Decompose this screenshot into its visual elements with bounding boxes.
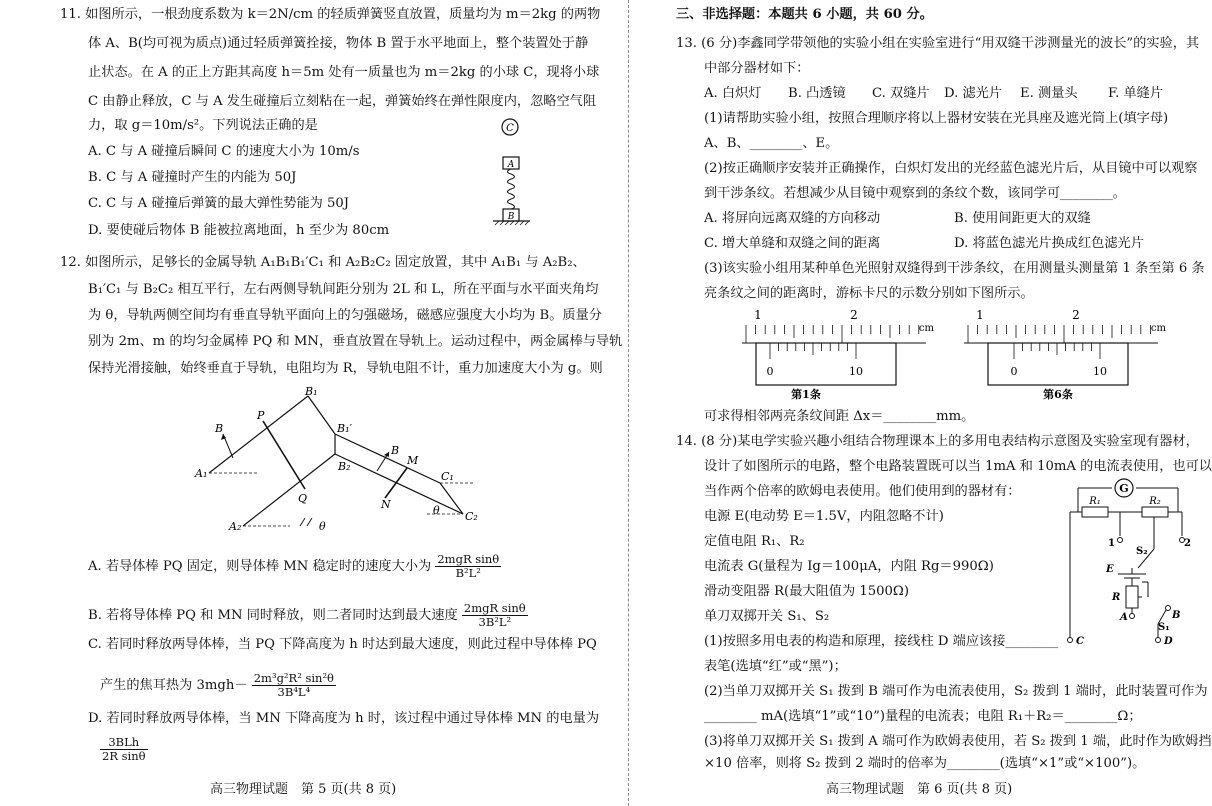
q11-line2: 体 A、B(均可视为质点)通过轻质弹簧拴接，物体 B 置于水平地面上，整个装置处于静	[88, 36, 589, 51]
svg-text:P: P	[257, 409, 265, 422]
svg-text:E: E	[1106, 564, 1114, 575]
rail-b2c2	[335, 454, 463, 514]
q13-sub4: 可求得相邻两亮条纹间距 Δx＝________mm。	[704, 409, 975, 424]
q14-sub2: (2)当单刀双掷开关 S₁ 拨到 B 端可作为电流表使用，S₂ 拨到 1 端时，此时装置可作为	[704, 684, 1208, 699]
svg-text:B: B	[1172, 610, 1181, 621]
q14-sub2-b: ________ mA(选填“1”或“10”)量程的电流表；电阻 R₁＋R₂＝________Ω；	[704, 709, 1142, 724]
svg-text:θ: θ	[319, 520, 326, 533]
svg-text:D: D	[1164, 636, 1173, 647]
q14-equip2: 定值电阻 R₁、R₂	[704, 534, 805, 549]
rail-c1c2	[440, 483, 463, 514]
svg-text:G: G	[1119, 482, 1129, 495]
right-page: 三、非选择题：本题共 6 小题，共 60 分。 13. (6 分)李鑫同学带领他的实验小组在实验室进行“用双缝干涉测量光的波长”的实验，其 中部分器材如下： A. 白炽灯 B. 凸透镜 C. 双缝片 D. 滤光片 E. 测量头 F. 单缝片 (1)请帮助实验小组，按照合理顺序将以上器材安装在光具座及遮光筒上(填字母) A、B、________、E。 (2)按正确顺序安装并正确操作，白炽灯发出的光经蓝色滤光片后，从目镜中可以观察 到干涉条纹。若想减少从目镜中观察到的条纹个数，该同学可________。 A. 将屏向远离双缝的方向移动 B. 使用间距更大的双缝 C. 增大单缝和双缝之间的距离 D. 将蓝色滤光片换成红色滤光片 (3)该实验小组用某种单色光照射双缝得到干涉条纹，在用测量头测量第 1 条至第 6 条 亮条纹之间的距离时，游标卡尺的示数分别如下图所示。 1 2 cm 0 10 第1条 1 2 cm 0 10 第6条 可求得相邻两亮条纹间距 Δx＝________mm。 14. (8 分)某电学实验兴趣小组结合物理课本上的多用电表结构示意图及实验室现有器材， 设计了如图所示的电路，整个电路装置既可以当 1mA 和 10mA 的电流表使用，也可以 当作两个倍率的欧姆电表使用。他们使用到的器材有： 电源 E(电动势 E＝1.5V，内阻忽略不计) 定值电阻 R₁、R₂ 电流表 G(量程为 Ig＝100μA，内阻 Rg＝990Ω) 滑动变阻器 R(最大阻值为 1500Ω) 单刀双掷开关 S₁、S₂ (1)按照多用电表的构造和原理，接线柱 D 端应该接________ 表笔(选填“红”或“黑”)； (2)当单刀双掷开关 S₁ 拨到 B 端可作为电流表使用，S₂ 拨到 1 端时，此时装置可作为 ________ mA(选填“1”或“10”)量程的电流表；电阻 R₁＋R₂＝________Ω； (3)将单刀双掷开关 S₁ 拨到 A 端可作为欧姆表使用，若 S₂ 拨到 1 端，此时作为欧姆挡 ×10 倍率，则将 S₂ 拨到 2 端时的倍率为________(选填“×1”或“×100”)。 G R₁ R₂ 1 2 S₂ E R A B S₁ C D 高三物理试题 第 6 页(共 8 页)	[676, 7, 1212, 797]
q12-line4: 别为 2m、m 的均匀金属棒 PQ 和 MN，垂直放置在导轨上。运动过程中，两金属棒与导轨	[88, 334, 623, 349]
q13-option-b: B. 使用间距更大的双缝	[954, 211, 1091, 226]
svg-text:2: 2	[1184, 538, 1191, 549]
q11-option-b: B. C 与 A 碰撞时产生的内能为 50J	[88, 170, 297, 185]
svg-text:2: 2	[1072, 308, 1080, 322]
q11-line1: 11. 如图所示，一根劲度系数为 k＝2N/cm 的轻质弹簧竖直放置，质量均为 m＝2kg 的两物	[60, 7, 601, 22]
q12-option-c-line2: 产生的焦耳热为 3mgh－ $\frac{\text{2m³g²R² sin²θ}}{\text{3B⁴L⁴}}$	[100, 671, 334, 699]
q12-line1: 12. 如图所示，足够长的金属导轨 A₁B₁B₁′C₁ 和 A₂B₂C₂ 固定放置，其中 A₁B₁ 与 A₂B₂、	[60, 255, 586, 270]
q14-line1: 14. (8 分)某电学实验兴趣小组结合物理课本上的多用电表结构示意图及实验室现有器材，	[676, 434, 1199, 449]
svg-text:cm: cm	[1150, 323, 1166, 334]
svg-text:R₁: R₁	[1089, 496, 1101, 507]
svg-text:B₁′: B₁′	[337, 422, 352, 435]
svg-text:S₁: S₁	[1158, 622, 1170, 633]
label-b: B	[507, 212, 515, 222]
svg-text:B₁: B₁	[305, 385, 318, 398]
right-footer: 高三物理试题 第 6 页(共 8 页)	[826, 782, 1013, 797]
q12-option-d-line2: $\frac{\text{3BLh}}{\text{2R sinθ}}$	[102, 735, 146, 763]
svg-text:B₂: B₂	[338, 460, 351, 473]
svg-text:θ: θ	[433, 504, 440, 517]
svg-text:N: N	[381, 498, 391, 511]
q14-sub1: (1)按照多用电表的构造和原理，接线柱 D 端应该接________	[704, 634, 1059, 649]
q11-line5: 力，取 g＝10m/s²。下列说法正确的是	[88, 118, 318, 133]
svg-text:cm: cm	[918, 323, 934, 334]
rail-b1b1p	[308, 396, 335, 434]
svg-text:S₂: S₂	[1136, 546, 1148, 557]
q13-line1: 13. (6 分)李鑫同学带领他的实验小组在实验室进行“用双缝干涉测量光的波长”的实验，其	[676, 36, 1200, 51]
svg-text:B: B	[215, 422, 224, 435]
svg-text:0: 0	[766, 365, 774, 378]
q13-sub2: (2)按正确顺序安装并正确操作，白炽灯发出的光经蓝色滤光片后，从目镜中可以观察	[704, 161, 1198, 176]
q14-equip4: 滑动变阻器 R(最大阻值为 1500Ω)	[704, 584, 909, 599]
q13-sub1: (1)请帮助实验小组，按照合理顺序将以上器材安装在光具座及遮光筒上(填字母)	[704, 111, 1169, 126]
rail-a1b1	[209, 396, 308, 473]
svg-text:C₂: C₂	[465, 510, 478, 523]
section-heading: 三、非选择题：本题共 6 小题，共 60 分。	[676, 7, 933, 22]
spring	[508, 169, 515, 209]
spring-figure	[490, 112, 560, 228]
rod-mn	[385, 468, 407, 498]
q14-equip3: 电流表 G(量程为 Ig＝100μA，内阻 Rg＝990Ω)	[704, 559, 994, 574]
left-page	[60, 0, 623, 806]
svg-text:M: M	[407, 454, 419, 467]
rail-b1pc1	[335, 434, 440, 483]
q12-option-c-line1: C. 若同时释放两导体棒，当 PQ 下降高度为 h 时达到最大速度，则此过程中导体棒 PQ	[88, 637, 597, 652]
svg-text:1: 1	[1108, 538, 1115, 549]
q14-line3: 当作两个倍率的欧姆电表使用。他们使用到的器材有：	[704, 484, 1021, 499]
q12-line2: B₁′C₁ 与 B₂C₂ 相互平行，左右两侧导轨间距分别为 2L 和 L，所在平面与水平面夹角均	[88, 282, 599, 297]
caliper-2	[958, 305, 1168, 401]
svg-text:1: 1	[754, 308, 762, 322]
q12-line5: 保持光滑接触，始终垂直于导轨，电阻均为 R，导轨电阻不计，重力加速度大小为 g。则	[88, 361, 603, 376]
page-divider	[628, 0, 630, 806]
svg-text:A₁: A₁	[195, 467, 208, 480]
svg-text:Q: Q	[298, 492, 308, 505]
q13-sub1-answer: A、B、________、E。	[704, 136, 839, 151]
q14-equip5: 单刀双掷开关 S₁、S₂	[704, 609, 830, 624]
svg-text:C: C	[1076, 636, 1084, 647]
rail-figure	[195, 386, 525, 534]
q14-sub3: (3)将单刀双掷开关 S₁ 拨到 A 端可作为欧姆表使用，若 S₂ 拨到 1 端，此时作为欧姆挡	[704, 734, 1212, 749]
rod-pq	[263, 421, 305, 489]
svg-text:A: A	[1120, 612, 1128, 623]
svg-text:10: 10	[849, 365, 863, 378]
svg-text:10: 10	[1093, 365, 1107, 378]
q11-option-a: A. C 与 A 碰撞后瞬间 C 的速度大小为 10m/s	[88, 144, 360, 159]
q13-sub3: (3)该实验小组用某种单色光照射双缝得到干涉条纹，在用测量头测量第 1 条至第 6 条	[704, 261, 1205, 276]
label-a: A	[507, 160, 515, 170]
q12-line3: 为 θ，导轨两侧空间均有垂直导轨平面向上的匀强磁场，磁感应强度大小均为 B。质量分	[88, 308, 602, 323]
svg-text:R₂: R₂	[1149, 496, 1161, 507]
svg-text:A₂: A₂	[229, 520, 242, 533]
svg-text:第6条: 第6条	[1043, 388, 1073, 401]
svg-text:B: B	[391, 444, 400, 457]
svg-text:0: 0	[1010, 365, 1018, 378]
q11-line4: C 由静止释放，C 与 A 发生碰撞后立刻粘在一起，弹簧始终在弹性限度内，忽略空气阻	[88, 94, 597, 109]
left-footer: 高三物理试题 第 5 页(共 8 页)	[210, 782, 397, 797]
q13-option-a: A. 将屏向远离双缝的方向移动	[704, 211, 881, 226]
q11-option-c: C. C 与 A 碰撞后弹簧的最大弹性势能为 50J	[88, 196, 350, 211]
svg-text:R: R	[1112, 592, 1121, 603]
q13-option-c: C. 增大单缝和双缝之间的距离	[704, 236, 881, 251]
q12-option-a: A. 若导体棒 PQ 固定，则导体棒 MN 稳定时的速度大小为 $\frac{\text{2mgR sinθ}}{\text{B²L²}}$	[88, 552, 500, 580]
svg-text:2: 2	[850, 308, 858, 322]
svg-text:C₁: C₁	[441, 470, 454, 483]
q14-sub3-b: ×10 倍率，则将 S₂ 拨到 2 端时的倍率为________(选填“×1”或“×100”)。	[704, 756, 1146, 771]
caliper-1	[736, 305, 936, 401]
q13-sub2-b: 到干涉条纹。若想减少从目镜中观察到的条纹个数，该同学可________。	[704, 186, 1126, 201]
q14-sub1-b: 表笔(选填“红”或“黑”)；	[704, 659, 847, 674]
q13-sub3-b: 亮条纹之间的距离时，游标卡尺的示数分别如下图所示。	[704, 286, 1034, 301]
q12-option-d-line1: D. 若同时释放两导体棒，当 MN 下降高度为 h 时，该过程中通过导体棒 MN 的电量为	[88, 711, 600, 726]
q11-option-d: D. 要使碰后物体 B 能被拉离地面，h 至少为 80cm	[88, 223, 390, 238]
q14-equip1: 电源 E(电动势 E＝1.5V，内阻忽略不计)	[704, 509, 944, 524]
label-c: C	[506, 123, 514, 134]
q14-line2: 设计了如图所示的电路，整个电路装置既可以当 1mA 和 10mA 的电流表使用，也可以	[704, 459, 1212, 474]
q11-line3: 止状态。在 A 的正上方距其高度 h＝5m 处有一质量也为 m＝2kg 的小球 C，现将小球	[88, 65, 600, 80]
q13-line2: 中部分器材如下：	[704, 61, 810, 76]
svg-text:1: 1	[976, 308, 984, 322]
circuit-figure	[1060, 474, 1190, 650]
rail-a2b2	[243, 454, 335, 526]
q13-option-d: D. 将蓝色滤光片换成红色滤光片	[954, 236, 1144, 251]
q12-option-b: B. 若将导体棒 PQ 和 MN 同时释放，则二者同时达到最大速度 $\frac{\text{2mgR sinθ}}{\text{3B²L²}}$	[88, 601, 526, 629]
svg-text:第1条: 第1条	[791, 388, 821, 401]
